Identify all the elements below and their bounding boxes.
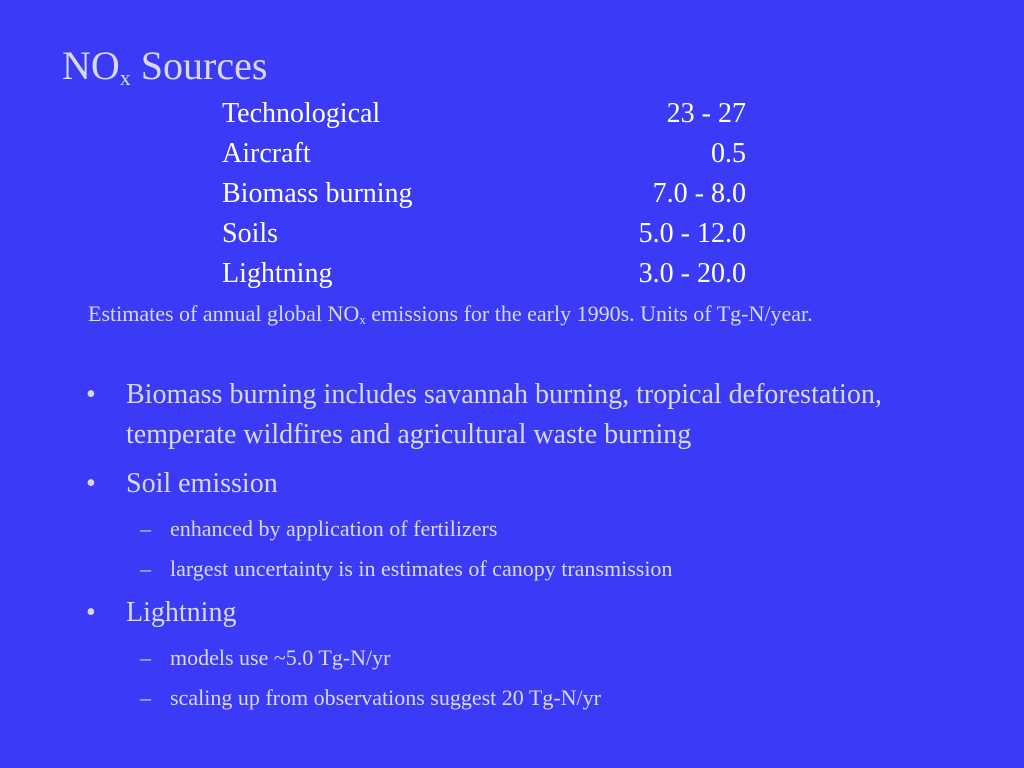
source-value: 5.0 - 12.0 [638,218,746,249]
bullet-item [86,464,936,504]
slide-title [62,43,268,90]
bullet-item [86,375,936,455]
table-row [222,94,746,134]
sub-bullet-item [86,643,936,673]
source-value: 3.0 - 20.0 [638,258,746,289]
table-row [222,134,746,174]
sub-bullet-item [86,554,936,584]
sub-bullet-item [86,683,936,713]
bullet-icon: • [86,468,96,499]
bullet-text: Lightning [126,597,237,628]
table-row [222,214,746,254]
sub-bullet-item [86,514,936,544]
dash-icon: – [140,685,151,710]
sub-bullet-text: enhanced by application of fertilizers [170,516,498,541]
bullet-text: Soil emission [126,468,278,499]
source-label: Biomass burning [222,178,413,209]
dash-icon: – [140,556,151,581]
title-rest: Sources [130,43,268,88]
bullet-list [86,375,936,713]
dash-icon: – [140,516,151,541]
table-row [222,174,746,214]
dash-icon: – [140,645,151,670]
bullet-icon: • [86,597,96,628]
source-value: 23 - 27 [666,98,746,129]
title-subscript: x [119,65,131,90]
source-label: Aircraft [222,138,311,169]
emissions-table [222,94,746,294]
sub-bullet-text: largest uncertainty is in estimates of canopy transmission [170,556,673,581]
table-row [222,254,746,294]
sub-bullet-text: scaling up from observations suggest 20 Tg-N/yr [170,685,601,710]
caption-text-end: emissions for the early 1990s. Units of Tg-N/year. [365,301,813,326]
caption-text-start: Estimates of annual global NO [88,301,360,326]
sub-bullet-text: models use ~5.0 Tg-N/yr [170,645,391,670]
bullet-text: Biomass burning includes savannah burning, tropical deforestation, temperate wildfires and agricultural waste burning [126,379,882,450]
source-label: Lightning [222,258,333,289]
source-value: 0.5 [711,138,746,169]
source-value: 7.0 - 8.0 [652,178,746,209]
title-main: NO [62,43,120,88]
source-label: Technological [222,98,381,129]
bullet-icon: • [86,379,96,410]
bullet-item [86,593,936,633]
source-label: Soils [222,218,279,249]
table-caption [88,298,956,330]
caption-subscript: x [359,312,366,327]
